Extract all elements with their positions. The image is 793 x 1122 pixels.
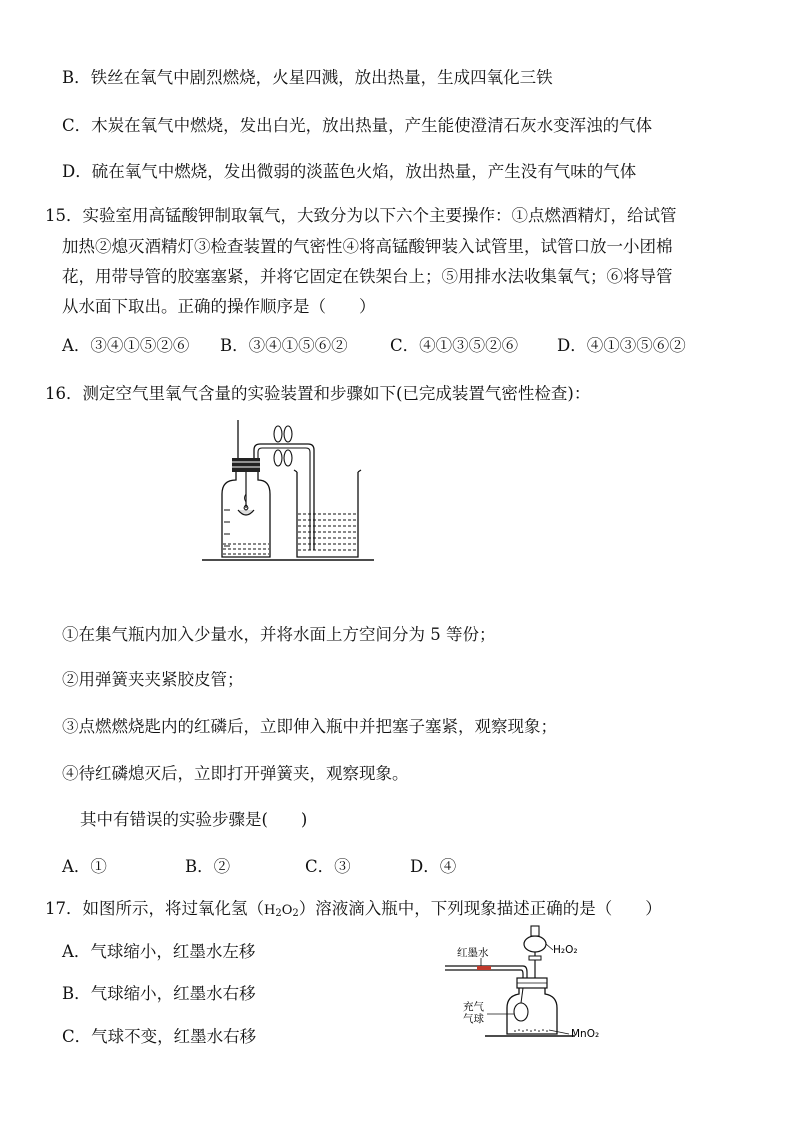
q16-option-d[interactable]: D．④ [410,857,457,876]
q17-formula-sub2: 2 [292,908,299,919]
q17-formula [264,903,299,918]
q17-formula-sub1: 2 [275,908,282,919]
q15-option-c[interactable]: C．④①③⑤②⑥ [390,336,519,355]
q15-line-2: 加热②熄灭酒精灯③检查装置的气密性④将高锰酸钾装入试管里，试管口放一小团棉 [62,237,673,256]
q16-step-3: ③点燃燃烧匙内的红磷后，立即伸入瓶中并把塞子塞紧，观察现象； [62,717,557,736]
q17-label-h2o2: H₂O₂ [553,944,578,956]
q17-option-c[interactable]: C．气球不变，红墨水右移 [62,1027,257,1046]
q17-formula-h: H [264,903,276,918]
q16-apparatus-figure [200,410,380,565]
q16-step-1: ①在集气瓶内加入少量水，并将水面上方空间分为 5 等份； [62,625,496,644]
red-ink-drop [477,966,491,970]
option-c-prev: C．木炭在氧气中燃烧，发出白光，放出热量，产生能使澄清石灰水变浑浊的气体 [62,116,653,135]
q15-line-1: 15．实验室用高锰酸钾制取氧气，大致分为以下六个主要操作：①点燃酒精灯，给试管 [45,206,677,225]
q17-label-balloon-1: 充气 [463,1001,484,1013]
option-d-prev: D．硫在氧气中燃烧，发出微弱的淡蓝色火焰，放出热量，产生没有气味的气体 [62,162,637,181]
q16-stem: 16．测定空气里氧气含量的实验装置和步骤如下(已完成装置气密性检查)： [45,384,591,403]
q15-line-3: 花，用带导管的胶塞塞紧，并将它固定在铁架台上；⑤用排水法收集氧气；⑥将导管 [62,267,673,286]
q16-question: 其中有错误的实验步骤是( ) [80,810,308,829]
q16-option-c[interactable]: C．③ [305,857,351,876]
q17-label-mno2: MnO₂ [571,1028,600,1040]
q16-step-2: ②用弹簧夹夹紧胶皮管； [62,670,244,689]
q17-label-balloon-2: 气球 [463,1013,484,1025]
q16-option-a[interactable]: A．① [62,857,107,876]
q17-stem [45,898,662,925]
q17-stem-prefix: 17．如图所示，将过氧化氢（ [45,899,264,918]
q15-line-4: 从水面下取出。正确的操作顺序是（ ） [62,297,376,316]
q17-stem-suffix: ）溶液滴入瓶中，下列现象描述正确的是（ ） [298,899,662,918]
q17-apparatus-figure [445,922,625,1047]
q17-option-a[interactable]: A．气球缩小，红墨水左移 [62,942,256,961]
q17-formula-o: O [281,903,293,918]
q16-step-4: ④待红磷熄灭后，立即打开弹簧夹，观察现象。 [62,764,409,783]
q17-label-ink: 红墨水 [457,947,489,959]
q15-option-a[interactable]: A．③④①⑤②⑥ [62,336,190,355]
q15-option-d[interactable]: D．④①③⑤⑥② [557,336,686,355]
q17-option-b[interactable]: B．气球缩小，红墨水右移 [62,984,256,1003]
q15-option-b[interactable]: B．③④①⑤⑥② [220,336,348,355]
q16-option-b[interactable]: B．② [185,857,231,876]
option-b-prev: B．铁丝在氧气中剧烈燃烧，火星四溅，放出热量，生成四氧化三铁 [62,68,553,87]
